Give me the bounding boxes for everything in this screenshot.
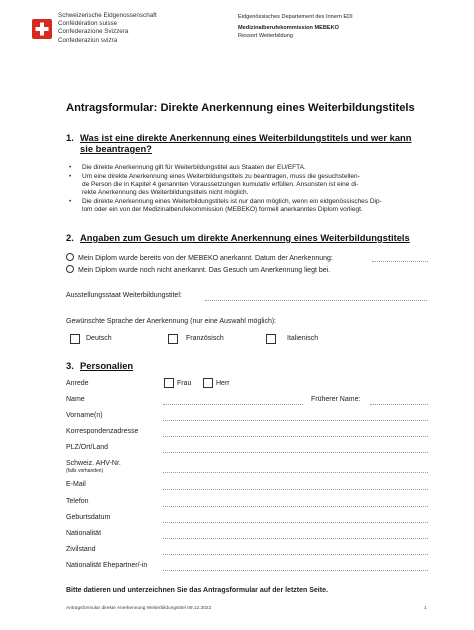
ahv-field[interactable] [163, 472, 428, 473]
heading-line: Was ist eine direkte Anerkennung eines Weiterbildungstitels und wer kann [80, 132, 412, 143]
email-field[interactable] [163, 489, 428, 490]
bullet-line: de Person die in Kapitel 4 genannten Voraussetzungen kumulativ erfüllen. Ansonsten ist eine di- [82, 181, 359, 188]
footer-text: Antragsformular direkte Anerkennung Weiterbildungstitel 09.12.2022 [66, 606, 212, 611]
checkbox-label: Herr [216, 380, 230, 387]
radio-label: Mein Diplom wurde noch nicht anerkannt. Das Gesuch um Anerkennung liegt bei. [78, 267, 331, 274]
signature-instruction: Bitte datieren und unterzeichnen Sie das Antragsformular auf der letzten Seite. [66, 587, 328, 594]
heading-text: Angaben zum Gesuch um direkte Anerkennung eines Weiterbildungstitels [80, 232, 410, 243]
ahv-label: Schweiz. AHV-Nr. [66, 460, 121, 467]
name-label: Name [66, 396, 85, 403]
issuing-state-field[interactable] [205, 300, 427, 301]
department: Eidgenössisches Departement des Innern EDI [238, 14, 353, 20]
section-3-heading [66, 360, 133, 371]
section-number: 1. [66, 132, 74, 143]
page-title: Antragsformular: Direkte Anerkennung eines Weiterbildungstitels [66, 102, 415, 114]
postcode-city-label: PLZ/Ort/Land [66, 444, 109, 451]
postcode-city-field[interactable] [163, 452, 428, 453]
checkbox-deutsch[interactable] [70, 334, 80, 344]
checkbox-italienisch[interactable] [266, 334, 276, 344]
radio-label: Mein Diplom wurde bereits von der MEBEKO anerkannt. Datum der Anerkennung: [78, 255, 333, 262]
civil-status-field[interactable] [163, 554, 428, 555]
list-item: • Die direkte Anerkennung eines Weiterbildungstitels ist nur dann möglich, wenn ein eidgenössisches Dip- lom oder ein von der Medizinalberufekommission (MEBEKO) formell anerkanntes Diplom vorliegt. [82, 198, 452, 214]
bullet-list [69, 164, 452, 214]
heading-text: Personalien [80, 360, 134, 371]
heading-line: sie beantragen? [80, 143, 152, 154]
address-field[interactable] [163, 436, 428, 437]
salutation-label: Anrede [66, 380, 89, 387]
former-name-label: Früherer Name: [311, 396, 361, 403]
spouse-nationality-label: Nationalität Ehepartner/-in [66, 562, 148, 569]
radio-button[interactable] [66, 253, 74, 261]
name-field[interactable] [163, 404, 303, 405]
former-name-field[interactable] [370, 404, 428, 405]
section-number: 2. [66, 232, 74, 243]
checkbox-label: Französisch [186, 335, 224, 342]
checkbox-label: Deutsch [86, 335, 112, 342]
birthdate-field[interactable] [163, 522, 428, 523]
email-label: E-Mail [66, 481, 86, 488]
nationality-field[interactable] [163, 538, 428, 539]
bullet-line: Um eine direkte Anerkennung eines Weiterbildungstitels zu beantragen, muss die gesuchstellen- [82, 173, 360, 180]
radio-already-recognized[interactable] [66, 253, 333, 262]
section-2-heading [66, 232, 410, 243]
page-number: 1 [424, 606, 427, 611]
organisation-name [58, 12, 157, 45]
nationality-label: Nationalität [66, 530, 102, 537]
org-line: Confederazione Svizzera [58, 28, 129, 36]
checkbox-label: Frau [177, 380, 192, 387]
section-number: 3. [66, 360, 74, 371]
checkbox-label: Italienisch [287, 335, 319, 342]
org-line: Schweizerische Eidgenossenschaft [58, 12, 157, 19]
bullet-line: Die direkte Anerkennung eines Weiterbildungstitels ist nur dann möglich, wenn ein eidgenössisches Dip- [82, 198, 382, 205]
ressort: Ressort Weiterbildung [238, 32, 293, 39]
phone-label: Telefon [66, 498, 89, 505]
checkbox-herr[interactable] [203, 378, 213, 388]
spouse-nationality-field[interactable] [163, 570, 428, 571]
recognition-date-field[interactable] [372, 261, 428, 262]
checkbox-franzoesisch[interactable] [168, 334, 178, 344]
civil-status-label: Zivilstand [66, 546, 96, 553]
language-label: Gewünschte Sprache der Anerkennung (nur eine Auswahl möglich): [66, 318, 277, 325]
radio-button[interactable] [66, 265, 74, 273]
ahv-note: (falls vorhanden) [66, 468, 104, 474]
department-block [238, 14, 353, 40]
list-item: • Die direkte Anerkennung gilt für Weiterbildungstitel aus Staaten der EU/EFTA. [69, 164, 306, 171]
checkbox-frau[interactable] [164, 378, 174, 388]
bullet-line: lom oder ein von der Medizinalberufekommission (MEBEKO) formell anerkanntes Diplom vorliegt. [82, 206, 363, 213]
first-name-label: Vorname(n) [66, 412, 103, 419]
first-name-field[interactable] [163, 420, 428, 421]
issuing-state-label: Ausstellungsstaat Weiterbildungstitel: [66, 292, 182, 299]
phone-field[interactable] [163, 506, 428, 507]
swiss-cross-logo [32, 19, 52, 39]
bullet-line: rekte Anerkennung des Weiterbildungstitels nicht möglich. [82, 189, 249, 196]
list-item: • Um eine direkte Anerkennung eines Weiterbildungstitels zu beantragen, muss die gesuchstellen- de Person die in Kapitel 4 genannten Voraussetzungen kumulativ erfüllen. Ansonsten ist eine di- rekte Anerkennung des Weiterbildungstitels nicht möglich. [82, 173, 452, 197]
birthdate-label: Geburtsdatum [66, 514, 111, 521]
commission: Medizinalberufekommission MEBEKO [238, 24, 340, 31]
address-label: Korrespondenzadresse [66, 428, 139, 435]
section-1-heading [66, 132, 412, 154]
org-line: Confédération suisse [58, 20, 118, 28]
radio-not-recognized[interactable] [66, 265, 330, 274]
bullet-line: Die direkte Anerkennung gilt für Weiterbildungstitel aus Staaten der EU/EFTA. [82, 164, 306, 171]
org-line: Confederaziun svizra [58, 36, 118, 44]
